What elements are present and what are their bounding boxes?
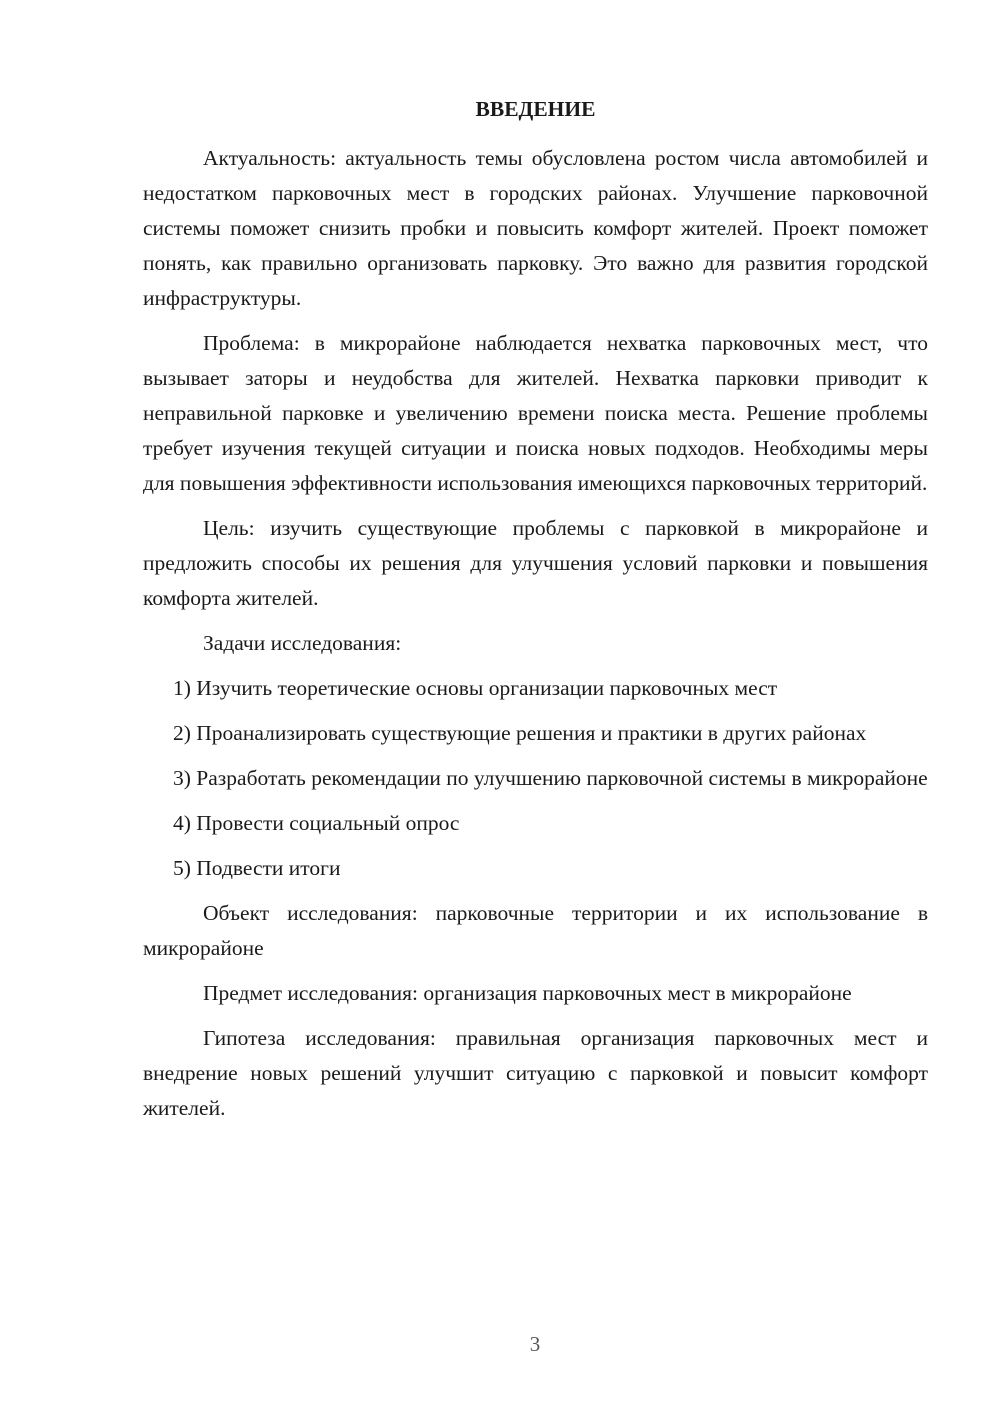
tasks-heading: Задачи исследования:: [203, 631, 402, 655]
document-page: [143, 92, 928, 1136]
problem-paragraph: Проблема: в микрорайоне наблюдается нехватка парковочных мест, что вызывает заторы и неудобства для жителей. Нехватка парковки приводит к неправильной парковке и увеличению времени поиска места. Решение проблемы требует изучения текущей ситуации и поиска новых подходов. Необходимы меры для повышения эффективности использования имеющихся парковочных территорий.: [143, 331, 928, 495]
task-item-2: 2) Проанализировать существующие решения и практики в других районах: [173, 721, 867, 745]
subject-paragraph: Предмет исследования: организация парковочных мест в микрорайоне: [203, 981, 852, 1005]
task-item-5: 5) Подвести итоги: [173, 856, 341, 880]
task-item-3: 3) Разработать рекомендации по улучшению парковочной системы в микрорайоне: [173, 766, 928, 790]
goal-paragraph: Цель: изучить существующие проблемы с парковкой в микрорайоне и предложить способы их решения для улучшения условий парковки и повышения комфорта жителей.: [143, 516, 928, 610]
section-title: ВВЕДЕНИЕ: [475, 97, 596, 121]
task-item-4: 4) Провести социальный опрос: [173, 811, 460, 835]
task-item-1: 1) Изучить теоретические основы организации парковочных мест: [173, 676, 778, 700]
page-number: 3: [529, 1332, 541, 1356]
relevance-paragraph: Актуальность: актуальность темы обусловлена ростом числа автомобилей и недостатком парковочных мест в городских районах. Улучшение парковочной системы поможет снизить пробки и повысить комфорт жителей. Проект поможет понять, как правильно организовать парковку. Это важно для развития городской инфраструктуры.: [143, 146, 928, 310]
object-paragraph: Объект исследования: парковочные территории и их использование в микрорайоне: [143, 901, 928, 960]
hypothesis-paragraph: Гипотеза исследования: правильная организация парковочных мест и внедрение новых решений улучшит ситуацию с парковкой и повысит комфорт жителей.: [143, 1026, 928, 1120]
